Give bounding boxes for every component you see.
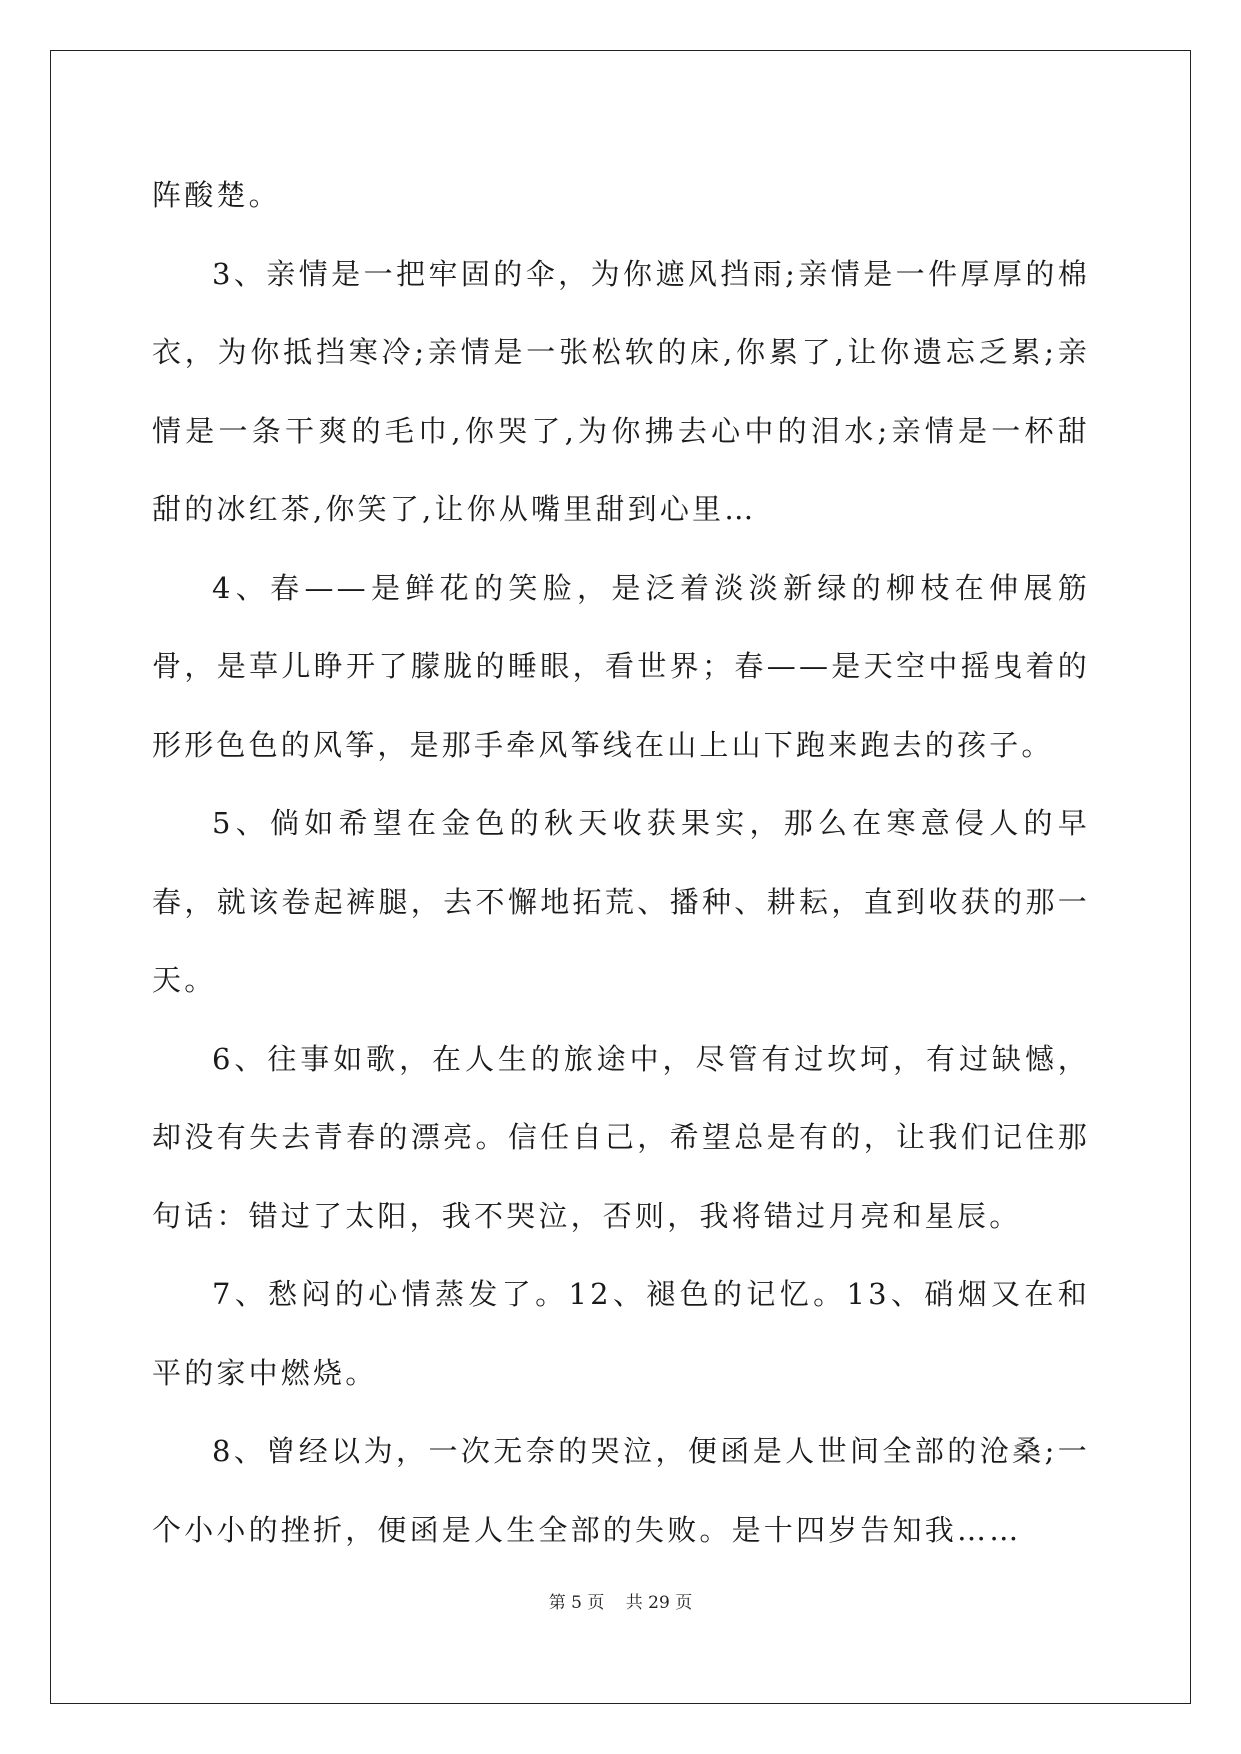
page-total: 共 29 页 xyxy=(625,1593,693,1613)
paragraph-2: 3、亲情是一把牢固的伞，为你遮风挡雨;亲情是一件厚厚的棉衣，为你抵挡寒冷;亲情是一张松软的床,你累了,让你遗忘乏累;亲情是一条干爽的毛巾,你哭了,为你拂去心中的泪水;亲情是一杯甜甜的冰红茶,你笑了,让你从嘴里甜到心里… xyxy=(152,256,1090,526)
page-number: 第 5 页 xyxy=(548,1593,605,1613)
paragraph-4: 5、倘如希望在金色的秋天收获果实，那么在寒意侵人的早春，就该卷起裤腿，去不懈地拓荒、播种、耕耘，直到收获的那一天。 xyxy=(152,806,1090,997)
document-body xyxy=(152,156,1090,1569)
paragraph-6: 7、愁闷的心情蒸发了。12、褪色的记忆。13、硝烟又在和平的家中燃烧。 xyxy=(152,1277,1090,1390)
paragraph-5: 6、往事如歌，在人生的旅途中，尽管有过坎坷，有过缺憾，却没有失去青春的漂亮。信任自己，希望总是有的，让我们记住那句话：错过了太阳，我不哭泣，否则，我将错过月亮和星辰。 xyxy=(152,1041,1090,1233)
page-footer xyxy=(0,1588,1241,1613)
paragraph-1: 阵酸楚。 xyxy=(152,178,281,212)
paragraph-3: 4、春——是鲜花的笑脸，是泛着淡淡新绿的柳枝在伸展筋骨，是草儿睁开了朦胧的睡眼，看世界；春——是天空中摇曳着的形形色色的风筝，是那手牵风筝线在山上山下跑来跑去的孩子。 xyxy=(152,570,1090,762)
paragraph-7: 8、曾经以为，一次无奈的哭泣，便函是人世间全部的沧桑;一个小小的挫折，便函是人生全部的失败。是十四岁告知我…… xyxy=(152,1434,1090,1547)
